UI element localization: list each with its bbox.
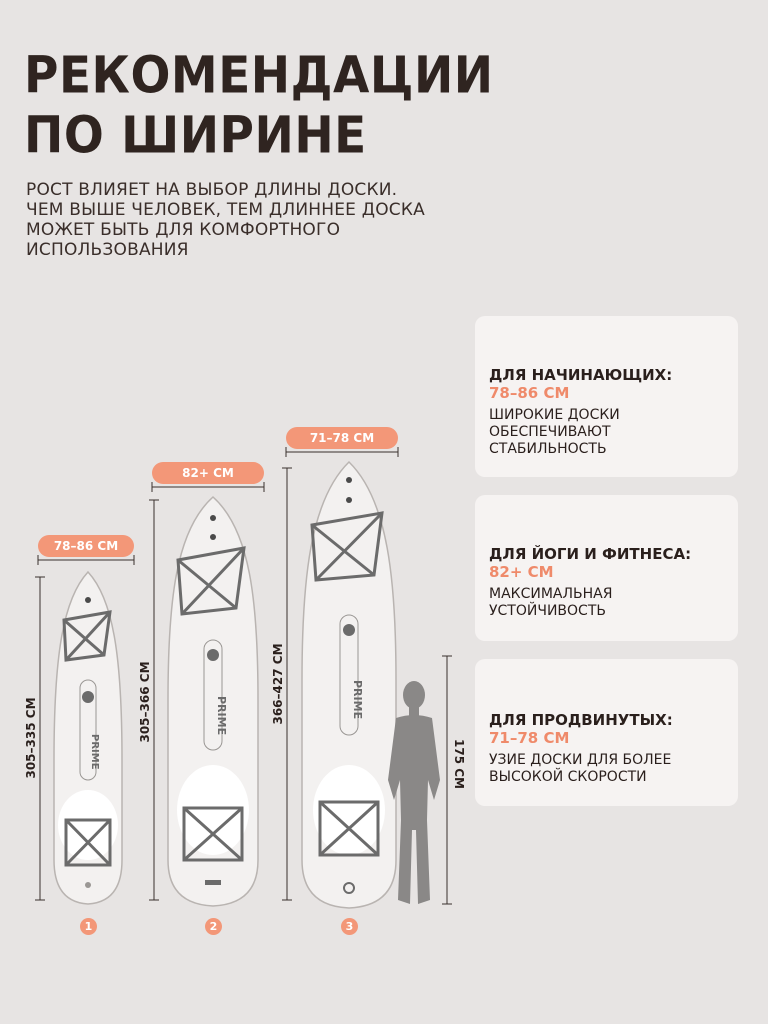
board-1-width-badge: 78–86 СМ (38, 535, 134, 557)
subtitle-line: ИСПОЛЬЗОВАНИЯ (26, 240, 189, 260)
card-description (489, 586, 738, 620)
board-3-width-badge: 71–78 СМ (286, 427, 398, 449)
card-description-line: УСТОЙЧИВОСТЬ (489, 603, 606, 619)
board-2-length-label: 305–366 СМ (138, 661, 152, 743)
board-1-length-label: 305–335 СМ (24, 697, 38, 779)
subtitle-line: ЧЕМ ВЫШЕ ЧЕЛОВЕК, ТЕМ ДЛИННЕЕ ДОСКА (26, 200, 425, 220)
board-2-number: 2 (205, 918, 222, 935)
page-title-line: РЕКОМЕНДАЦИИ (24, 46, 494, 106)
card-description-line: ШИРОКИЕ ДОСКИ (489, 407, 620, 423)
board-3-length-label: 366–427 СМ (271, 643, 285, 725)
board-3 (302, 462, 396, 908)
card-title: ДЛЯ НАЧИНАЮЩИХ: (489, 366, 673, 384)
card-description-line: УЗИЕ ДОСКИ ДЛЯ БОЛЕЕ (489, 752, 672, 768)
card-title: ДЛЯ ПРОДВИНУТЫХ: (489, 711, 673, 729)
card-advanced (475, 659, 738, 806)
card-range: 78–86 СМ (489, 384, 570, 402)
card-range: 71–78 СМ (489, 729, 570, 747)
board-1-number: 1 (80, 918, 97, 935)
board-3-brand: PRIME (351, 680, 364, 720)
card-description (489, 407, 738, 458)
card-description-line: ОБЕСПЕЧИВАЮТ (489, 424, 611, 440)
board-1 (54, 572, 122, 904)
page-title-line: ПО ШИРИНЕ (24, 106, 367, 166)
person-height-label: 175 СМ (452, 739, 466, 789)
board-2 (168, 497, 258, 906)
card-yoga-fitness (475, 495, 738, 641)
card-description-line: МАКСИМАЛЬНАЯ (489, 586, 613, 602)
subtitle-line: МОЖЕТ БЫТЬ ДЛЯ КОМФОРТНОГО (26, 220, 341, 240)
card-range: 82+ СМ (489, 563, 554, 581)
board-2-brand: PRIME (215, 696, 228, 736)
board-2-width-badge: 82+ СМ (152, 462, 264, 484)
card-description-line: СТАБИЛЬНОСТЬ (489, 441, 607, 457)
card-beginners (475, 316, 738, 477)
board-3-number: 3 (341, 918, 358, 935)
subtitle-line: РОСТ ВЛИЯЕТ НА ВЫБОР ДЛИНЫ ДОСКИ. (26, 180, 398, 200)
card-description-line: ВЫСОКОЙ СКОРОСТИ (489, 769, 647, 785)
card-description (489, 752, 738, 786)
card-title: ДЛЯ ЙОГИ И ФИТНЕСА: (489, 545, 692, 563)
board-1-brand: PRIME (89, 734, 100, 770)
